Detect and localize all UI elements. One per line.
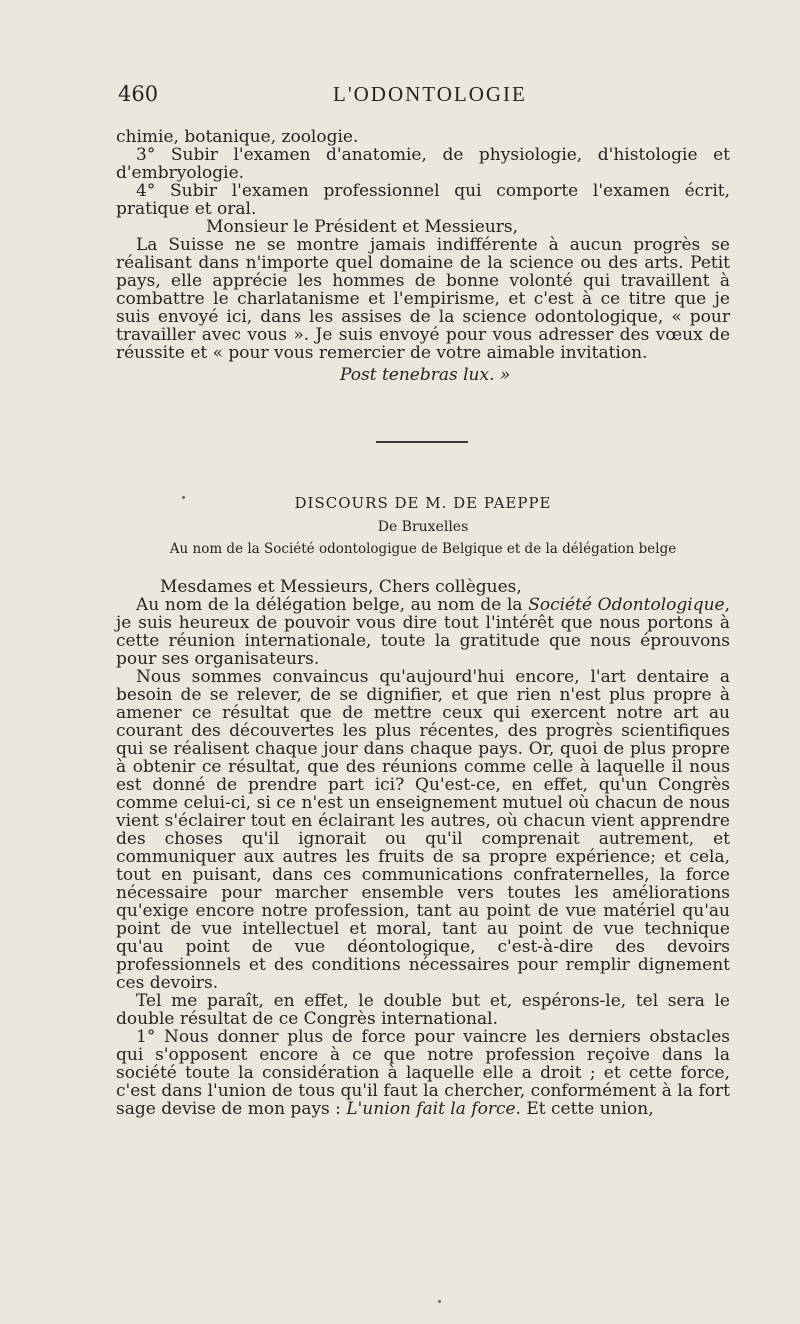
society-name: Société Odontologique bbox=[528, 595, 725, 615]
salutation: Monsieur le Président et Messieurs, bbox=[206, 217, 519, 237]
running-title: L'ODONTOLOGIE bbox=[333, 82, 527, 106]
paragraph: chimie, botanique, zoologie. bbox=[116, 127, 359, 147]
paragraph: Tel me paraît, en effet, le double but et, espérons-le, tel sera le double résultat de ce Congrès international. bbox=[116, 991, 730, 1029]
section-title: DISCOURS DE M. DE PAEPPE bbox=[294, 494, 552, 512]
national-motto: L'union fait la force bbox=[346, 1099, 516, 1119]
letter-conclusion bbox=[116, 128, 730, 384]
section-subtitle-2: Au nom de la Société odontologigue de Belgique et de la délégation belge bbox=[169, 541, 677, 557]
section-divider bbox=[376, 441, 468, 443]
print-speck bbox=[182, 496, 185, 499]
paragraph: 4° Subir l'examen professionnel qui comporte l'examen écrit, pratique et oral. bbox=[116, 181, 730, 219]
paragraph: Nous sommes convaincus qu'aujourd'hui encore, l'art dentaire a besoin de se relever, de se dignifier, et que rien n'est plus propre à amener ce résultat que de mettre ceux qui exercent notre art au courant des découvertes les plus récentes, des progrès scientifiques qui se réalisent chaque jour dans chaque pays. Or, quoi de plus propre à obtenir ce résultat, que des réunions comme celle à laquelle il nous est donné de prendre part ici? Qu'est-ce, en effet, qu'un Congrès comme celui-ci, si ce n'est un enseignement mutuel où chacun de nous vient s'éclairer tout en éclairant les autres, où chacun vient apprendre des choses qu'il ignorait ou qu'il comprenait autrement, et communiquer aux autres les fruits de sa propre expérience; et cela, tout en puisant, dans ces communications confraternelles, la force nécessaire pour marcher ensemble vers toutes les améliorations qu'exige encore notre profession, tant au point de vue matériel qu'au point de vue intellectuel et moral, tant au point de vue technique qu'au point de vue déontologique, c'est-à-dire des devoirs professionnels et des conditions nécessaires pour remplir dignement ces devoirs. bbox=[116, 667, 730, 993]
speech-body bbox=[116, 578, 730, 1118]
page-number: 460 bbox=[118, 82, 159, 106]
paragraph: 1° Nous donner plus de force pour vaincre les derniers obstacles qui s'opposent encore à ce que notre profession reçoive dans la société toute la considération à laquelle elle a droit ; et cette force, c'est dans l'union de tous qu'il faut la chercher, conformément à la fort sage devise de mon pays : L'union fait la force. Et cette union, bbox=[116, 1027, 730, 1119]
page-header bbox=[118, 82, 730, 112]
salutation: Mesdames et Messieurs, Chers collègues, bbox=[160, 577, 522, 597]
paragraph: Au nom de la délégation belge, au nom de la Société Odontologique, je suis heureux de pouvoir vous dire tout l'intérêt que nous portons à cette réunion internationale, toute la gratitude que nous éprouvons pour ses organisateurs. bbox=[116, 595, 730, 669]
print-speck bbox=[438, 1300, 441, 1303]
paragraph: 3° Subir l'examen d'anatomie, de physiologie, d'histologie et d'embryologie. bbox=[116, 145, 730, 183]
section-subtitle: De Bruxelles bbox=[377, 519, 469, 535]
paragraph: La Suisse ne se montre jamais indifférente à aucun progrès se réalisant dans n'importe quel domaine de la science ou des arts. Petit pays, elle apprécie les hommes de bonne volonté qui travaillent à combattre le charlatanisme et l'empirisme, et c'est à ce titre que je suis envoyé ici, dans les assises de la science odontologique, « pour travailler avec vous ». Je suis envoyé pour vous adresser des vœux de réussite et « pour vous remercier de votre aimable invitation. bbox=[116, 235, 730, 363]
closing-motto: Post tenebras lux. » bbox=[340, 365, 511, 385]
